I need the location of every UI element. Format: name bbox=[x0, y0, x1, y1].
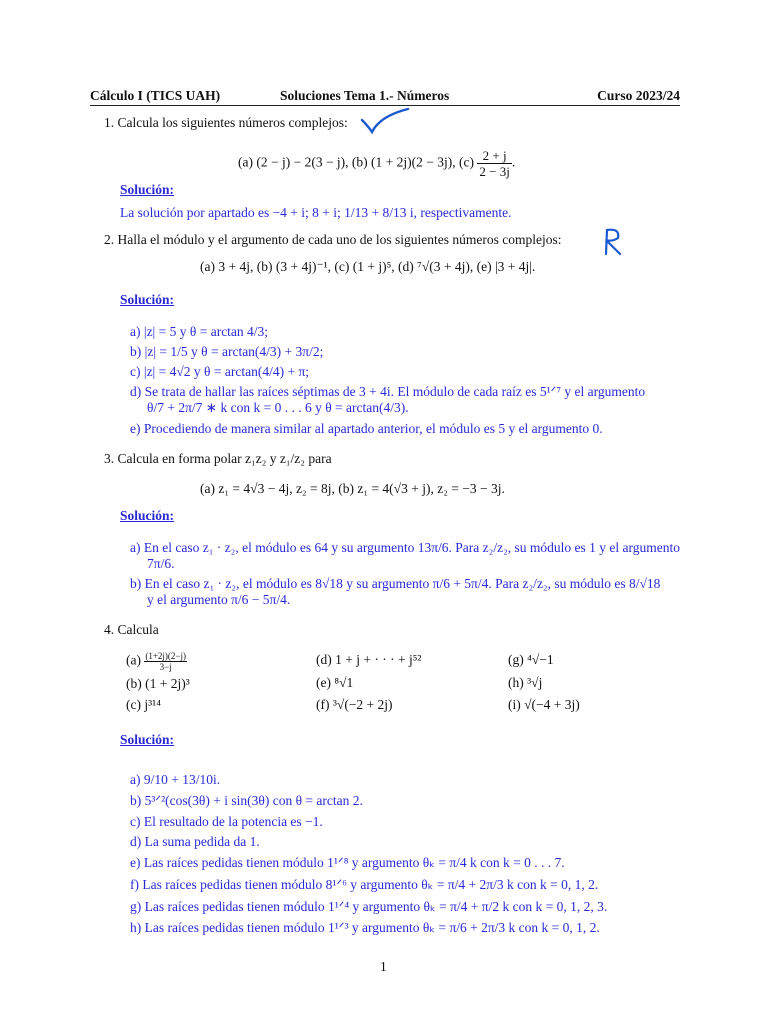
q4-answer-g: g) Las raíces pedidas tienen módulo 1¹ᐟ⁴ y argumento θₖ = π/4 + π/2 k con k = 0, 1, 2, 3. bbox=[130, 899, 608, 914]
q3-answer-b: b) En el caso z₁ · z₂, el módulo es 8√18 y su argumento π/6 + 5π/4. Para z₂/z₂, su módulo es 8/√18 bbox=[130, 576, 661, 591]
q2-answer-c: c) |z| = 4√2 y θ = arctan(4/4) + π; bbox=[130, 364, 310, 379]
q1-frac-den: 2 − 3j bbox=[479, 164, 510, 179]
q2-answer-e: e) Procediendo de manera similar al apartado anterior, el módulo es 5 y el argumento 0. bbox=[130, 421, 603, 436]
q2-expressions: (a) 3 + 4j, (b) (3 + 4j)⁻¹, (c) (1 + j)⁵, (d) ⁷√(3 + 4j), (e) |3 + 4j|. bbox=[200, 259, 536, 274]
q4-answer-d: d) La suma pedida da 1. bbox=[130, 834, 260, 849]
q4-item-b: (b) (1 + 2j)³ bbox=[126, 676, 190, 691]
q1-answer: La solución por apartado es −4 + i; 8 + i; 1/13 + 8/13 i, respectivamente. bbox=[120, 205, 512, 220]
q4-answer-f: f) Las raíces pedidas tienen módulo 8¹ᐟ⁶ y argumento θₖ = π/4 + 2π/3 k con k = 0, 1, 2. bbox=[130, 877, 599, 892]
q4-a-num: (1+2j)(2−j) bbox=[145, 651, 186, 661]
checkmark-icon bbox=[360, 106, 412, 136]
q3-prompt: 3. Calcula en forma polar z₁z₂ y z₁/z₂ para bbox=[104, 451, 332, 466]
q3-expressions: (a) z₁ = 4√3 − 4j, z₂ = 8j, (b) z₁ = 4(√3 + j), z₂ = −3 − 3j. bbox=[200, 481, 505, 496]
q4-item-h: (h) ³√j bbox=[508, 675, 543, 690]
q4-solution-label: Solución: bbox=[120, 732, 175, 747]
header-year: Curso 2023/24 bbox=[597, 88, 680, 103]
q1-prompt: 1. Calcula los siguientes números complejos: bbox=[104, 115, 348, 130]
q2-answer-a: a) |z| = 5 y θ = arctan 4/3; bbox=[130, 324, 269, 339]
q4-a-den: 3−j bbox=[159, 662, 172, 672]
header-course: Cálculo I (TICS UAH) bbox=[90, 88, 221, 103]
q3-solution-label: Solución: bbox=[120, 508, 175, 523]
page-header bbox=[90, 88, 680, 106]
q4-item-d: (d) 1 + j + · · · + j⁵² bbox=[316, 652, 422, 667]
q2-answer-d-cont: θ/7 + 2π/7 ∗ k con k = 0 . . . 6 y θ = arctan(4/3). bbox=[147, 400, 409, 415]
q4-item-c: (c) j³¹⁴ bbox=[126, 697, 161, 712]
header-title: Soluciones Tema 1.- Números bbox=[280, 88, 450, 103]
q4-item-g: (g) ⁴√−1 bbox=[508, 652, 554, 667]
q1-expressions: (a) (2 − j) − 2(3 − j), (b) (1 + 2j)(2 − 3j), (c) $\frac{2 + j}{2 - 3j}$ . bbox=[238, 148, 516, 179]
q3-answer-a: a) En el caso z₁ · z₂, el módulo es 64 y su argumento 13π/6. Para z₂/z₂, su módulo es 1 y el argumento bbox=[130, 540, 681, 555]
q4-answer-e: e) Las raíces pedidas tienen módulo 1¹ᐟ⁸ y argumento θₖ = π/4 k con k = 0 . . . 7. bbox=[130, 855, 565, 870]
q4-item-a bbox=[126, 651, 187, 672]
q2-prompt: 2. Halla el módulo y el argumento de cada uno de los siguientes números complejos: bbox=[104, 232, 562, 247]
q3-answer-b-cont: y el argumento π/6 − 5π/4. bbox=[147, 592, 291, 607]
handwritten-r-icon bbox=[598, 226, 626, 258]
q4-item-a-label: (a) bbox=[126, 652, 141, 668]
q4-answer-c: c) El resultado de la potencia es −1. bbox=[130, 814, 323, 829]
q2-solution-label: Solución: bbox=[120, 292, 175, 307]
q3-answer-a-cont: 7π/6. bbox=[147, 556, 175, 571]
q1-frac-num: 2 + j bbox=[477, 148, 511, 164]
q4-item-i: (i) √(−4 + 3j) bbox=[508, 697, 580, 712]
page-number: 1 bbox=[380, 959, 387, 974]
q1-fraction bbox=[477, 148, 511, 179]
q4-item-a-fraction bbox=[144, 651, 187, 672]
q4-prompt: 4. Calcula bbox=[104, 622, 159, 637]
q4-answer-b: b) 5³ᐟ²(cos(3θ) + i sin(3θ) con θ = arctan 2. bbox=[130, 793, 363, 808]
q4-item-e: (e) ⁸√1 bbox=[316, 675, 354, 690]
q4-answer-a: a) 9/10 + 13/10i. bbox=[130, 772, 221, 787]
q4-item-f: (f) ³√(−2 + 2j) bbox=[316, 697, 393, 712]
q4-answer-h: h) Las raíces pedidas tienen módulo 1¹ᐟ³ y argumento θₖ = π/6 + 2π/3 k con k = 0, 1, 2. bbox=[130, 920, 600, 935]
q2-answer-d: d) Se trata de hallar las raíces séptimas de 3 + 4i. El módulo de cada raíz es 5¹ᐟ⁷ y el argumento bbox=[130, 384, 646, 399]
q2-answer-b: b) |z| = 1/5 y θ = arctan(4/3) + 3π/2; bbox=[130, 344, 324, 359]
q1-solution-label: Solución: bbox=[120, 182, 175, 197]
q1-line: (a) (2 − j) − 2(3 − j), (b) (1 + 2j)(2 − 3j), (c) bbox=[238, 154, 474, 170]
